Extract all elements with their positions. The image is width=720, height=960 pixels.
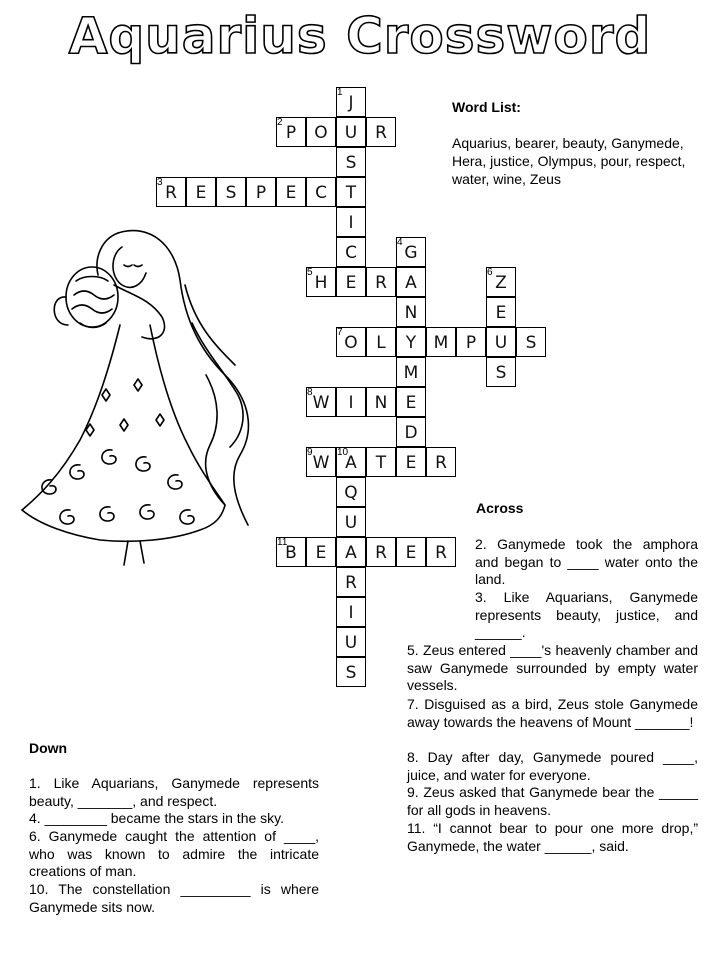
crossword-cell[interactable]: T xyxy=(366,447,396,477)
crossword-cell[interactable]: P xyxy=(246,177,276,207)
down-clue: 10. The constellation _________ is where Ganymede sits now. xyxy=(29,881,319,915)
crossword-cell[interactable]: S xyxy=(486,357,516,387)
crossword-cell[interactable]: R xyxy=(366,267,396,297)
across-heading: Across xyxy=(476,500,524,516)
crossword-cell[interactable]: D xyxy=(396,417,426,447)
across-clue: 7. Disguised as a bird, Zeus stole Ganymede away towards the heavens of Mount _______! xyxy=(407,696,698,730)
crossword-cell[interactable]: E xyxy=(396,537,426,567)
crossword-cell[interactable]: M xyxy=(426,327,456,357)
crossword-cell[interactable]: C xyxy=(336,237,366,267)
across-clue: 9. Zeus asked that Ganymede bear the _____ for all gods in heavens. xyxy=(407,784,698,818)
crossword-cell[interactable]: J xyxy=(336,87,366,117)
clue-number: 3 xyxy=(157,177,163,188)
crossword-cell[interactable]: Y xyxy=(396,327,426,357)
crossword-cell[interactable]: P xyxy=(276,117,306,147)
clue-number: 2 xyxy=(277,117,283,128)
crossword-cell[interactable]: R xyxy=(366,537,396,567)
crossword-cell[interactable]: C xyxy=(306,177,336,207)
crossword-cell[interactable]: R xyxy=(336,567,366,597)
crossword-cell[interactable]: I xyxy=(336,597,366,627)
crossword-cell[interactable]: H xyxy=(306,267,336,297)
crossword-cell[interactable]: M xyxy=(396,357,426,387)
crossword-cell[interactable]: E xyxy=(276,177,306,207)
word-list-heading: Word List: xyxy=(452,99,521,115)
crossword-cell[interactable]: U xyxy=(336,507,366,537)
down-clue: 1. Like Aquarians, Ganymede represents beauty, _______, and respect. xyxy=(29,775,319,809)
crossword-cell[interactable]: A xyxy=(396,267,426,297)
clue-number: 4 xyxy=(397,237,403,248)
crossword-cell[interactable]: S xyxy=(216,177,246,207)
crossword-cell[interactable]: E xyxy=(306,537,336,567)
crossword-cell[interactable]: U xyxy=(336,627,366,657)
crossword-cell[interactable]: R xyxy=(426,537,456,567)
clue-number: 11 xyxy=(277,537,288,548)
crossword-cell[interactable]: S xyxy=(336,657,366,687)
across-clue: 8. Day after day, Ganymede poured ____, juice, and water for everyone. xyxy=(407,749,698,783)
crossword-cell[interactable]: E xyxy=(396,387,426,417)
clue-number: 9 xyxy=(307,447,313,458)
clue-number: 1 xyxy=(337,87,343,98)
crossword-cell[interactable]: U xyxy=(486,327,516,357)
crossword-cell[interactable]: E xyxy=(486,297,516,327)
clue-number: 10 xyxy=(337,447,349,458)
crossword-cell[interactable]: I xyxy=(336,387,366,417)
crossword-cell[interactable]: A xyxy=(336,447,366,477)
across-clue: 3. Like Aquarians, Ganymede represents beauty, justice, and ______. xyxy=(475,589,698,640)
crossword-cell[interactable]: W xyxy=(306,387,336,417)
crossword-cell[interactable]: G xyxy=(396,237,426,267)
down-clue: 4. ________ became the stars in the sky. xyxy=(29,810,285,826)
clue-number: 7 xyxy=(337,327,343,338)
across-clue: 2. Ganymede took the amphora and began to ____ water onto the land. xyxy=(475,536,698,587)
crossword-cell[interactable]: L xyxy=(366,327,396,357)
word-list xyxy=(452,98,702,188)
crossword-cell[interactable]: R xyxy=(366,117,396,147)
crossword-cell[interactable]: A xyxy=(336,537,366,567)
clue-number: 8 xyxy=(307,387,313,398)
crossword-cell[interactable]: R xyxy=(426,447,456,477)
crossword-cell[interactable]: S xyxy=(516,327,546,357)
word-list-text: Aquarius, bearer, beauty, Ganymede, Hera, justice, Olympus, pour, respect, water, wine, Zeus xyxy=(452,135,686,187)
crossword-cell[interactable]: E xyxy=(186,177,216,207)
crossword-cell[interactable]: N xyxy=(396,297,426,327)
crossword-cell[interactable]: E xyxy=(396,447,426,477)
clue-number: 5 xyxy=(307,267,313,278)
crossword-cell[interactable]: R xyxy=(156,177,186,207)
crossword-cell[interactable]: S xyxy=(336,147,366,177)
crossword-cell[interactable]: O xyxy=(306,117,336,147)
crossword-cell[interactable]: I xyxy=(336,207,366,237)
crossword-cell[interactable]: T xyxy=(336,177,366,207)
crossword-cell[interactable]: E xyxy=(336,267,366,297)
crossword-cell[interactable]: B xyxy=(276,537,306,567)
across-clue: 11. “I cannot bear to pour one more drop,” Ganymede, the water ______, said. xyxy=(407,820,698,854)
crossword-cell[interactable]: Q xyxy=(336,477,366,507)
crossword-cell[interactable]: Z xyxy=(486,267,516,297)
crossword-cell[interactable]: N xyxy=(366,387,396,417)
crossword-cell[interactable]: W xyxy=(306,447,336,477)
down-heading: Down xyxy=(29,740,68,756)
clue-number: 6 xyxy=(487,267,493,278)
crossword-cell[interactable]: O xyxy=(336,327,366,357)
down-clue: 6. Ganymede caught the attention of ____, who was known to admire the intricate creations of man. xyxy=(29,828,319,879)
ganymede-illustration xyxy=(10,225,260,585)
page-title: Aquarius Crossword xyxy=(68,7,652,65)
crossword-cell[interactable]: P xyxy=(456,327,486,357)
crossword-cell[interactable]: U xyxy=(336,117,366,147)
across-clue: 5. Zeus entered ____'s heavenly chamber and saw Ganymede surrounded by empty water vessels. xyxy=(407,642,698,693)
